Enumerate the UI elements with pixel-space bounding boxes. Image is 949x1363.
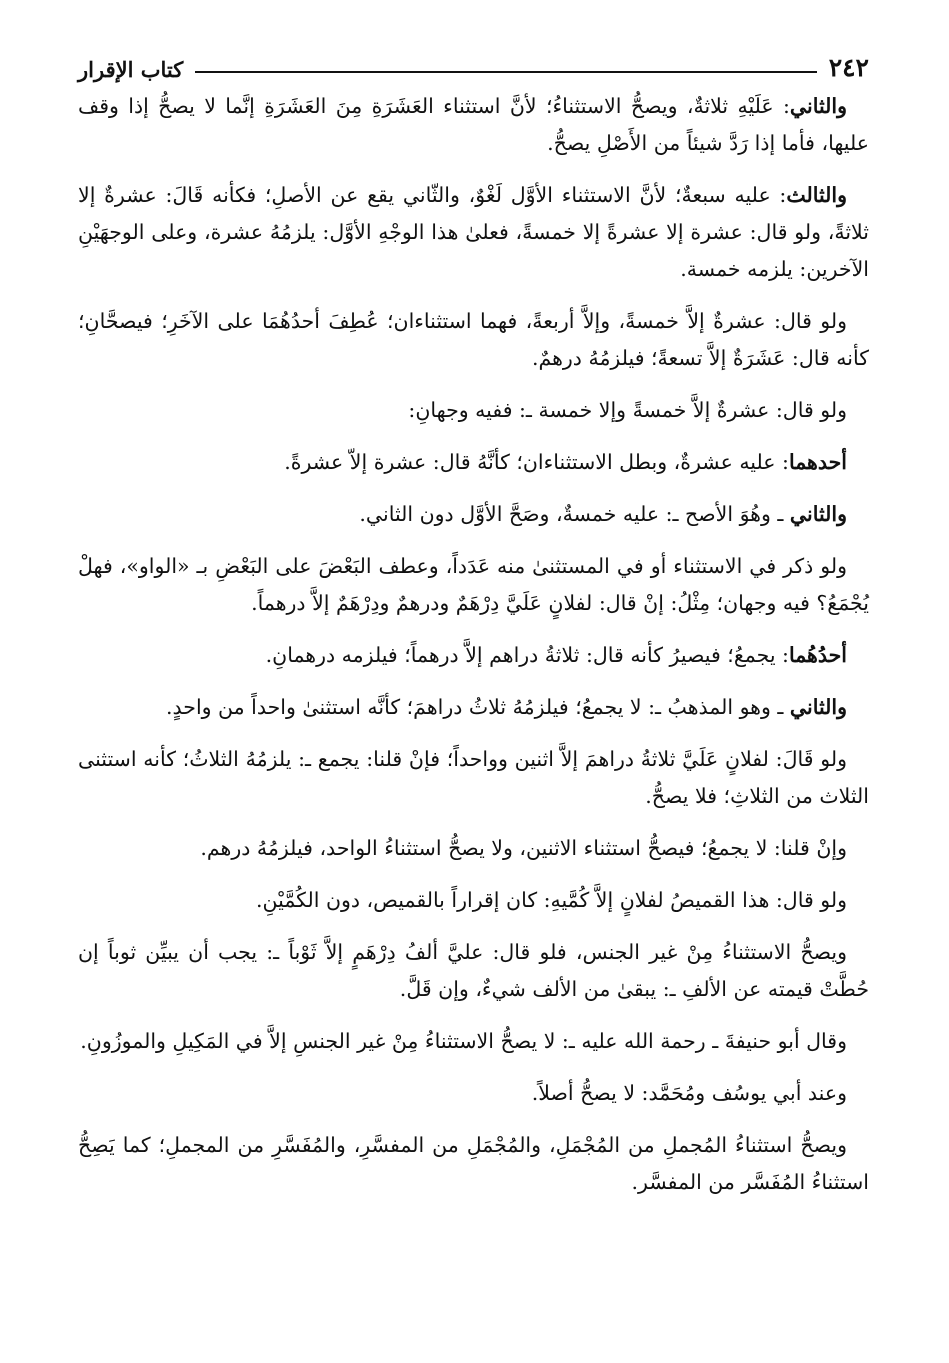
book-title: كتاب الإقرار	[78, 57, 184, 82]
paragraph-text: وعند أبي يوسُف ومُحَمَّد: لا يصحُّ أصلاً.	[531, 1081, 847, 1105]
paragraph	[78, 444, 869, 481]
paragraph	[78, 1075, 869, 1112]
page-header	[78, 46, 869, 82]
paragraph	[78, 392, 869, 429]
paragraph	[78, 1023, 869, 1060]
paragraph	[78, 934, 869, 1008]
paragraph	[78, 496, 869, 533]
header-rule	[195, 71, 816, 73]
paragraph	[78, 637, 869, 674]
paragraph	[78, 303, 869, 377]
paragraph-lead: والثاني	[789, 695, 847, 719]
paragraph-text: ـ وهُوَ الأصح ـ: عليه خمسةٌ، وصَحَّ الأوَّل دون الثاني.	[359, 502, 790, 526]
paragraph-lead: والثاني	[789, 94, 847, 118]
paragraph-text: : يجمعُ؛ فيصيرُ كأنه قال: ثلاثةُ دراهم إلاَّ درهماً؛ فيلزمه درهمانِ.	[265, 643, 789, 667]
paragraph-text: : عليه سبعةٌ؛ لأنَّ الاستثناء الأوَّل لَغْوٌ، والثّاني يقع عن الأصلِ؛ فكأنه قَالَ: عشرةٌ إلا ثلاثةً، ولو قال: عشرة إلا عشرةً إلا خمسةً، فعلىٰ هذا الوجْهِ الأوَّل: يلزمُهُ عشرة، وعلى الوجهَيْنِ الآخرين: يلزمه خمسة.	[78, 183, 869, 281]
paragraph-text: : عَلَيْهِ ثلاثةٌ، ويصحُّ الاستثناءُ؛ لأنَّ استثناء العَشَرَةِ مِنَ العَشَرَةِ إنَّما لا يصحُّ إذا وقف عليها، فأما إذا رَدَّ شيئاً من الأَصْلِ يصحُّ.	[78, 94, 869, 155]
paragraph-text: ولو قال: هذا القميصُ لفلانٍ إلاَّ كُمَّيهِ: كان إقراراً بالقميص، دون الكُمَّيْنِ.	[256, 888, 847, 912]
paragraph-lead: أحدهما	[788, 450, 847, 474]
paragraph	[78, 88, 869, 162]
paragraph	[78, 177, 869, 288]
page-number: ٢٤٢	[828, 53, 869, 82]
paragraph-text: ولو قال: عشرةٌ إلاَّ خمسةً وإلا خمسة ـ: ففيه وجهانِ:	[408, 398, 847, 422]
paragraph-lead: والثاني	[789, 502, 847, 526]
paragraph-text: وقال أبو حنيفةَ ـ رحمة الله عليه ـ: لا يصحُّ الاستثناءُ مِنْ غير الجنسِ إلاَّ في المَكِيلِ والموزُونِ.	[80, 1029, 847, 1053]
paragraph-text: ولو قال: عشرةٌ إلاَّ خمسةً، وإلاَّ أربعةً، فهما استثناءان؛ عُطِفَ أحدُهُمَا على الآخَرِ؛ فيصحَّانِ؛ كأنه قال: عَشَرَةٌ إلاَّ تسعةً؛ فيلزمُهُ درهمٌ.	[78, 309, 869, 370]
paragraph	[78, 1127, 869, 1201]
paragraph	[78, 830, 869, 867]
paragraph	[78, 882, 869, 919]
paragraph	[78, 548, 869, 622]
paragraph-text: ويصحُّ الاستثناءُ مِنْ غير الجنس، فلو قال: عليَّ ألفُ دِرْهَمٍ إلاَّ ثَوْباً ـ: يجب أن يبيِّن ثوباً إن حُطَّتْ قيمته عن الألفِ ـ: يبقىٰ من الألف شيءٌ، وإن قَلَّ.	[78, 940, 869, 1001]
paragraph-text: ويصحُّ استثناءُ المُجملِ من المُجْمَلِ، والمُجْمَلِ من المفسَّرِ، والمُفَسَّرِ من المجملِ؛ كما يَصِحُّ استثناءُ المُفَسَّر من المفسَّر.	[78, 1133, 869, 1194]
paragraph	[78, 741, 869, 815]
paragraph-text: ولو ذكر في الاستثناء أو في المستثنىٰ منه عَدَداً، وعطف البَعْضَ على البَعْضِ بـ «الواو»، فهلْ يُجْمَعُ؟ فيه وجهان؛ مِثْلُ: إنْ قال: لفلانٍ عَلَيَّ دِرْهَمٌ ودرهمٌ ودِرْهَمٌ إلاَّ درهماً.	[78, 554, 869, 615]
paragraph-lead: أحدُهُما	[788, 643, 847, 667]
paragraph-text: ولو قَالَ: لفلانٍ عَلَيَّ ثلاثةُ دراهمَ إلاَّ اثنين وواحداً؛ فإنْ قلنا: يجمع ـ: يلزمُهُ الثلاثُ؛ كأنه استثنى الثلاث من الثلاثِ؛ فلا يصحُّ.	[78, 747, 869, 808]
paragraph-text: وإنْ قلنا: لا يجمعُ؛ فيصحُّ استثناء الاثنين، ولا يصحُّ استثناءُ الواحد، فيلزمُهُ درهم.	[200, 836, 847, 860]
paragraph	[78, 689, 869, 726]
paragraph-text: : عليه عشرةٌ، وبطل الاستثناءان؛ كأنَّهُ قال: عشرة إلاّ عشرةً.	[284, 450, 789, 474]
body-text	[78, 88, 869, 1201]
paragraph-lead: والثالث	[786, 183, 847, 207]
paragraph-text: ـ وهو المذهبُ ـ: لا يجمعُ؛ فيلزمُهُ ثلاثُ دراهمَ؛ كأنَّه استثنىٰ واحداً من واحدٍ.	[166, 695, 790, 719]
